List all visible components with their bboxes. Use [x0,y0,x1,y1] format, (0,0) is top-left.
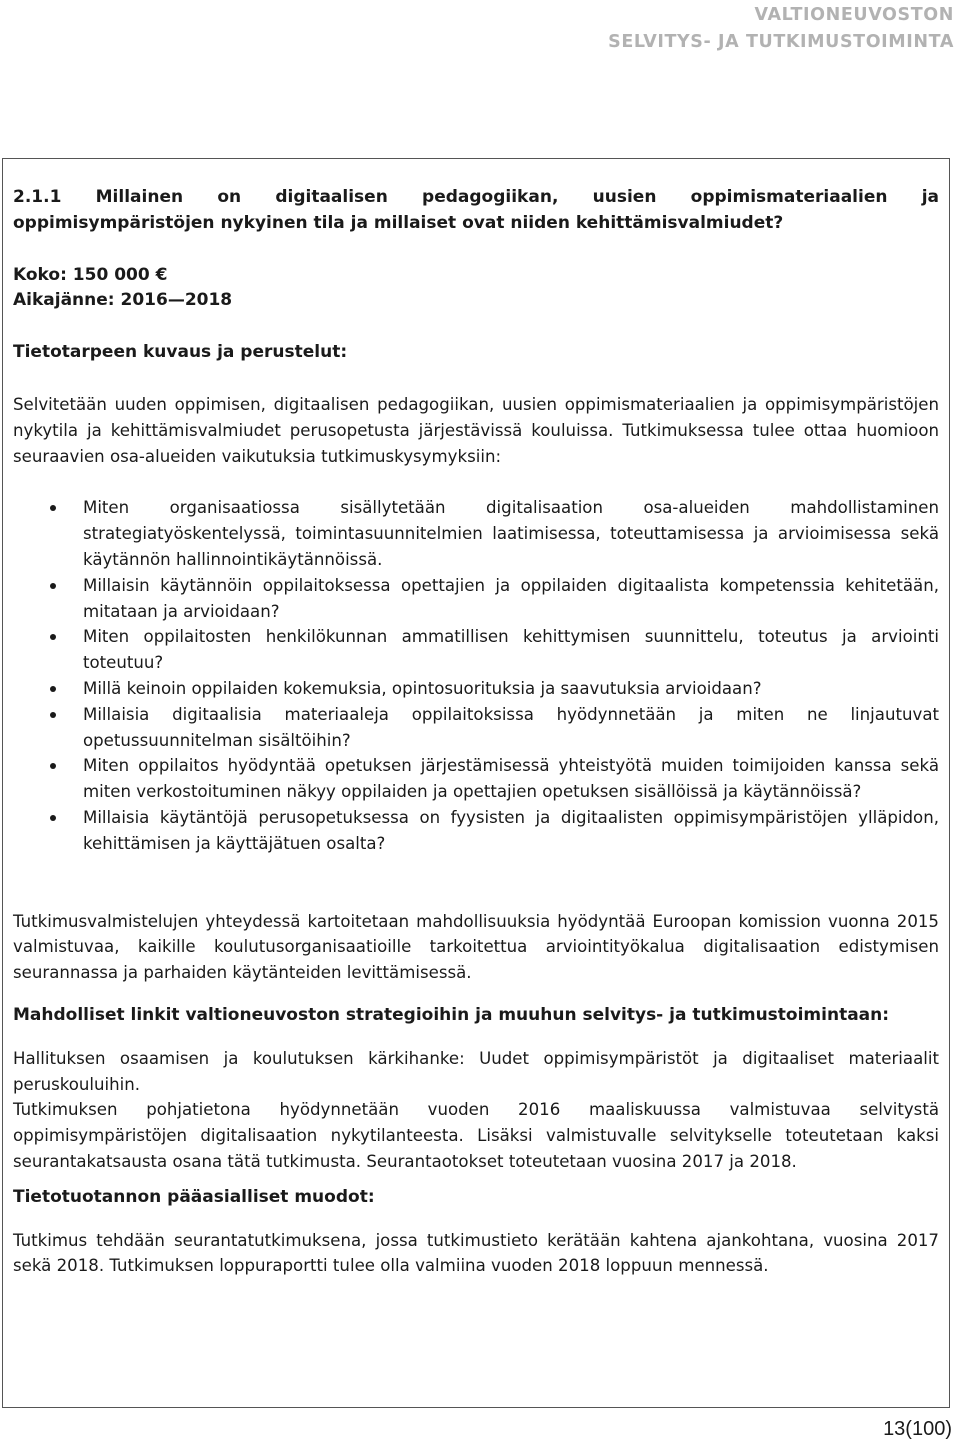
header-organization [608,2,954,56]
forms-text: Tutkimus tehdään seurantatutkimuksena, jossa tutkimustieto kerätään kahtena ajankohtana, vuosina 2017 sekä 2018. Tutkimuksen loppuraportti tulee olla valmiina vuoden 2018 loppuun mennessä. [13,1230,939,1276]
list-item [13,702,939,754]
list-item [13,573,939,625]
list-item [13,676,939,702]
header-org-line2: SELVITYS- JA TUTKIMUSTOIMINTA [608,32,954,52]
needs-note: Tutkimusvalmistelujen yhteydessä kartoitetaan mahdollisuuksia hyödyntää Euroopan komission vuonna 2015 valmistuvaa, kaikille koulutusorganisaatioille tarkoitettua arviointityökalua digitalisaation edistymisen seurannassa ja parhaiden käytänteiden levittämisessä. [13,911,939,983]
list-item-text: Millaisin käytännöin oppilaitoksessa opettajien ja oppilaiden digitaalista kompetenssia kehitetään, mitataan ja arvioidaan? [83,575,939,621]
bullet-icon [50,583,56,589]
list-item-text: Millaisia käytäntöjä perusopetuksessa on fyysisten ja digitaalisten oppimisympäristöjen ylläpidon, kehittämisen ja käyttäjätuen osalta? [83,807,939,853]
list-item [13,805,939,857]
cost-line: Koko: 150 000 € [13,264,168,285]
list-item-text: Miten oppilaitos hyödyntää opetuksen järjestämisessä yhteistyötä muiden toimijoiden kanssa sekä miten verkostoituminen näkyy oppilaiden ja opettajien opetuksen sisällöissä ja käytännöissä? [83,756,939,802]
list-item [13,753,939,805]
links-paragraph-2: Tutkimuksen pohjatietona hyödynnetään vuoden 2016 maaliskuussa valmistuvaa selvitystä oppimisympäristöjen digitalisaation nykytilanteesta. Lisäksi valmistuvalle selvitykselle toteutetaan kaksi seurantakatsausta osana tätä tutkimusta. Seurantaotokset toteutetaan vuosina 2017 ja 2018. [13,1100,939,1171]
links-paragraph-1: Hallituksen osaamisen ja koulutuksen kärkihanke: Uudet oppimisympäristöt ja digitaaliset materiaalit peruskouluihin. [13,1048,939,1094]
bullet-icon [50,712,56,718]
needs-heading: Tietotarpeen kuvaus ja perustelut: [13,342,348,363]
forms-heading: Tietotuotannon pääasialliset muodot: [13,1186,375,1207]
bullet-icon [50,815,56,821]
list-item [13,495,939,572]
list-item-text: Millaisia digitaalisia materiaaleja oppilaitoksissa hyödynnetään ja miten ne linjautuvat opetussuunnitelman sisältöihin? [83,704,939,750]
page-number: 13(100) [883,1418,952,1440]
needs-intro: Selvitetään uuden oppimisen, digitaalisen pedagogiikan, uusien oppimismateriaalien ja oppimisympäristöjen nykytila ja kehittämisvalmiudet perusopetusta järjestävissä kouluissa. Tutkimuksessa tulee ottaa huomioon seuraavien osa-alueiden vaikutuksia tutkimuskysymyksiin: [13,394,939,466]
section-title: 2.1.1 Millainen on digitaalisen pedagogiikan, uusien oppimismateriaalien ja oppimisympäristöjen nykyinen tila ja millaiset ovat niiden kehittämisvalmiudet? [13,187,939,233]
list-item-text: Millä keinoin oppilaiden kokemuksia, opintosuorituksia ja saavutuksia arvioidaan? [83,678,762,698]
list-item-text: Miten organisaatiossa sisällytetään digitalisaation osa-alueiden mahdollistaminen strategiatyöskentelyssä, toimintasuunnitelmien laatimisessa, toteuttamisessa ja arvioimisessa sekä käytännön hallinnointikäytännöissä. [83,498,939,569]
period-line: Aikajänne: 2016—2018 [13,290,233,311]
bullet-icon [50,634,56,640]
list-item [13,624,939,676]
links-heading: Mahdolliset linkit valtioneuvoston strategioihin ja muuhun selvitys- ja tutkimustoimintaan: [13,1004,890,1025]
header-org-line1: VALTIONEUVOSTON [754,5,954,25]
bullet-icon [50,505,56,511]
bullet-icon [50,763,56,769]
needs-bullet-list [13,495,939,856]
bullet-icon [50,686,56,692]
list-item-text: Miten oppilaitosten henkilökunnan ammatillisen kehittymisen suunnittelu, toteutus ja arviointi toteutuu? [83,627,939,673]
section-content [13,185,939,1279]
